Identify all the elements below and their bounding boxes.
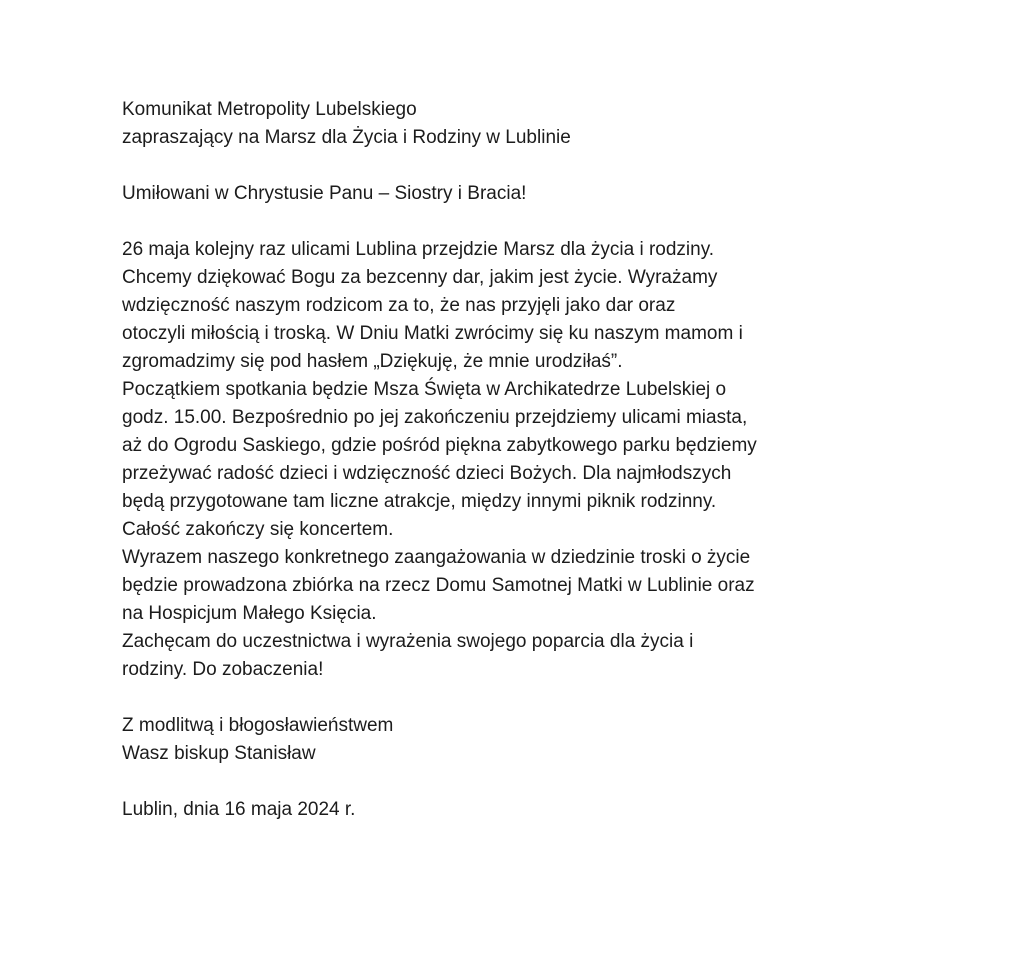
text-line: Początkiem spotkania będzie Msza Święta w Archikatedrze Lubelskiej o	[122, 379, 727, 400]
salutation	[122, 180, 964, 208]
text-line: otoczyli miłością i troską. W Dniu Matki zwrócimy się ku naszym mamom i	[122, 323, 743, 344]
text-line: 26 maja kolejny raz ulicami Lublina przejdzie Marsz dla życia i rodziny.	[122, 239, 715, 260]
text-line: Całość zakończy się koncertem.	[122, 519, 394, 540]
text-line: Wasz biskup Stanisław	[122, 743, 316, 764]
text-line: zgromadzimy się pod hasłem „Dziękuję, że mnie urodziłaś”.	[122, 351, 623, 372]
text-line: będą przygotowane tam liczne atrakcje, między innymi piknik rodzinny.	[122, 491, 717, 512]
dateline	[122, 796, 964, 824]
text-line: Zachęcam do uczestnictwa i wyrażenia swojego poparcia dla życia i	[122, 631, 694, 652]
text-line: Chcemy dziękować Bogu za bezcenny dar, jakim jest życie. Wyrażamy	[122, 267, 718, 288]
document-header	[122, 96, 964, 152]
text-line: przeżywać radość dzieci i wdzięczność dzieci Bożych. Dla najmłodszych	[122, 463, 732, 484]
text-line: będzie prowadzona zbiórka na rzecz Domu Samotnej Matki w Lublinie oraz	[122, 575, 755, 596]
text-line: Z modlitwą i błogosławieństwem	[122, 715, 394, 736]
text-line: Komunikat Metropolity Lubelskiego	[122, 99, 417, 120]
text-line: na Hospicjum Małego Księcia.	[122, 603, 377, 624]
text-line: rodziny. Do zobaczenia!	[122, 659, 324, 680]
text-line: godz. 15.00. Bezpośrednio po jej zakończeniu przejdziemy ulicami miasta,	[122, 407, 748, 428]
document-body	[122, 236, 964, 684]
text-line: wdzięczność naszym rodzicom za to, że nas przyjęli jako dar oraz	[122, 295, 676, 316]
text-line: aż do Ogrodu Saskiego, gdzie pośród piękna zabytkowego parku będziemy	[122, 435, 757, 456]
closing	[122, 712, 964, 768]
text-line: Umiłowani w Chrystusie Panu – Siostry i Bracia!	[122, 183, 527, 204]
text-line: zapraszający na Marsz dla Życia i Rodziny w Lublinie	[122, 127, 571, 148]
text-line: Wyrazem naszego konkretnego zaangażowania w dziedzinie troski o życie	[122, 547, 751, 568]
text-line: Lublin, dnia 16 maja 2024 r.	[122, 799, 356, 820]
